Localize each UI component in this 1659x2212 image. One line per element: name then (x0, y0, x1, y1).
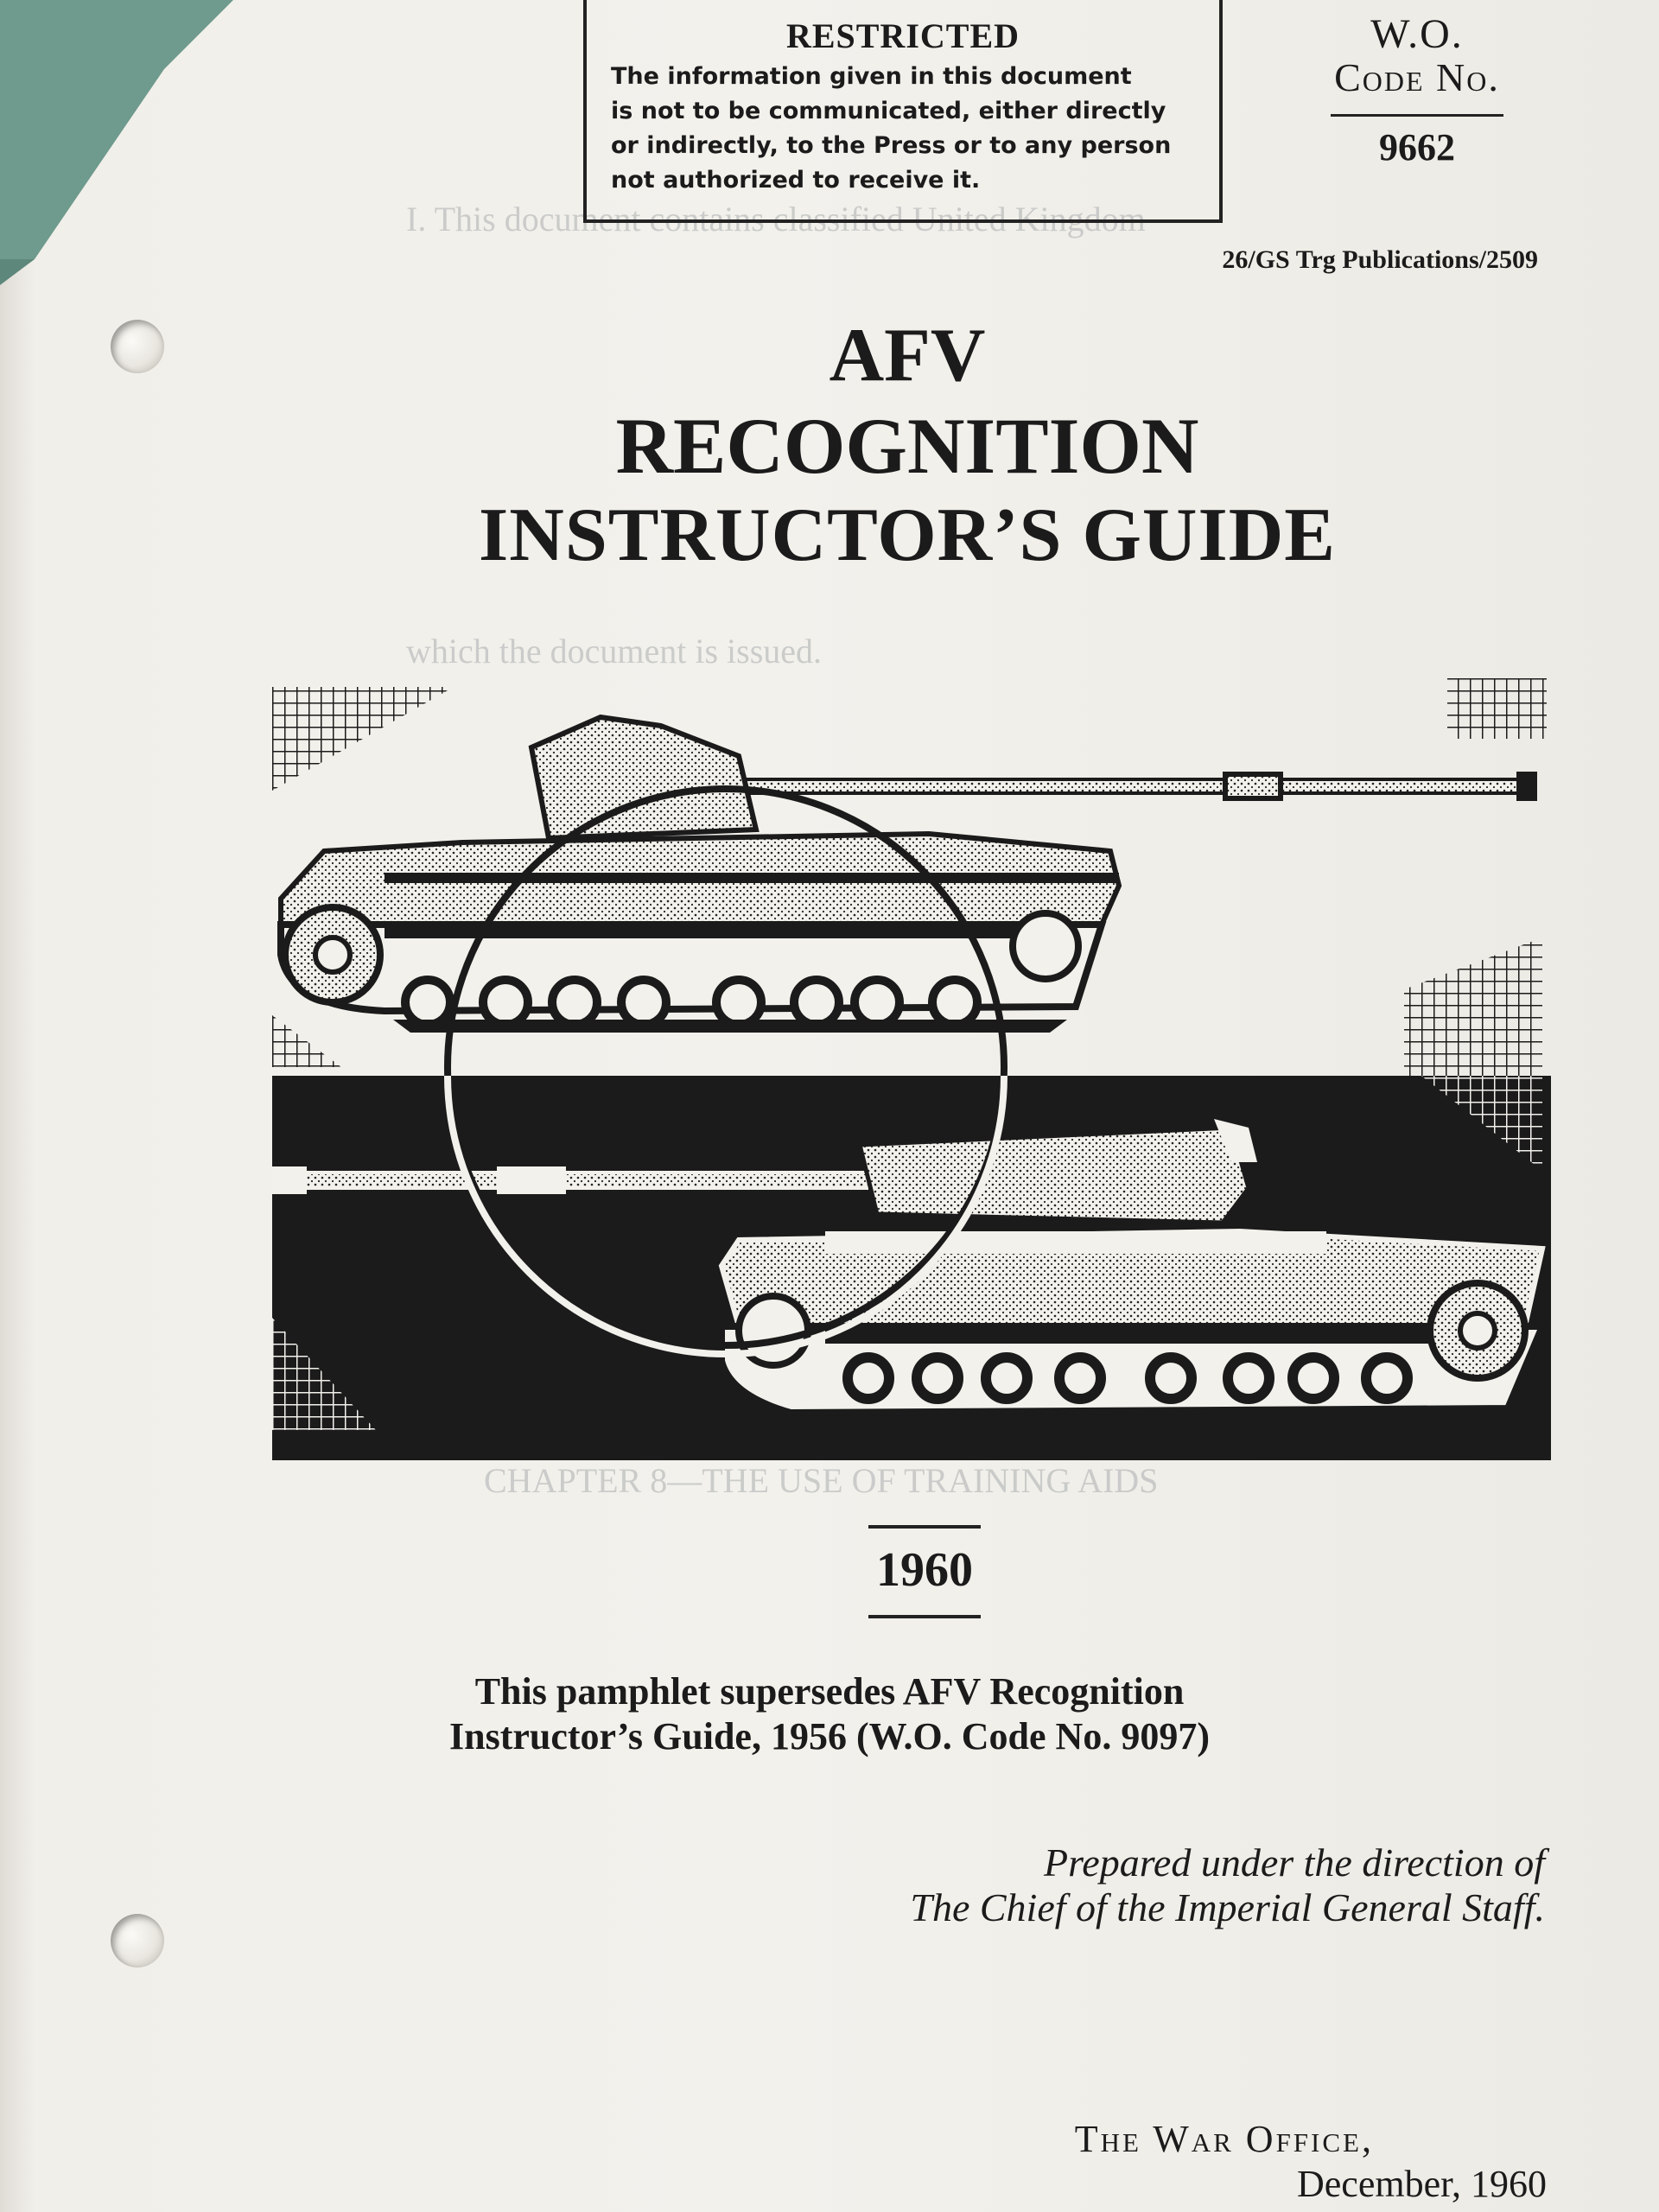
divider (868, 1615, 981, 1618)
document-title (346, 311, 1469, 581)
title-line-1: AFV (829, 314, 986, 397)
publication-reference: 26/GS Trg Publications/2509 (1222, 245, 1538, 274)
year-block (830, 1525, 1020, 1618)
restricted-notice (583, 0, 1223, 223)
divider (1331, 114, 1503, 117)
punch-hole (111, 320, 164, 373)
issuer-block (864, 2117, 1547, 2207)
restricted-title: RESTRICTED (785, 16, 1020, 55)
divider (868, 1525, 981, 1529)
punch-hole (111, 1914, 164, 1967)
folder-corner (0, 0, 259, 294)
publication-year: 1960 (876, 1543, 973, 1597)
wo-code-number: 9662 (1379, 126, 1455, 168)
document-page: I. This document contains classified United Kingdom which the document is issued. CHAPTER 8—THE USE OF TRAINING AIDS RESTRICTED The information given in this document is not to be communicated, either directly or indirectly, to the Press or to any person not authorized to receive it. W.O. Code No. 9662 26/GS Trg Publications/2509 AFV RECOGNITION INSTRUCTOR’S GUIDE 1960 This pamphlet supersedes AFV Recognition Instructor’s Guide, 1956 (W.O. Code No. 9097) Prepared under the direction of The Chief of the Imperial General Staff. The War Office, December, 1960 (0, 0, 1659, 2212)
issuer-name: The War Office, (1074, 2118, 1374, 2160)
issue-date: December, 1960 (1296, 2163, 1547, 2205)
prepared-by-note: Prepared under the direction of The Chief of the Imperial General Staff. (910, 1840, 1545, 1929)
tank-illustration-icon (272, 678, 1551, 1460)
title-line-2: RECOGNITION (615, 402, 1199, 490)
supersedes-note: This pamphlet supersedes AFV Recognition Instructor’s Guide, 1956 (W.O. Code No. 9097) (449, 1670, 1210, 1758)
title-line-3: INSTRUCTOR’S GUIDE (479, 493, 1336, 577)
wo-code-block (1313, 10, 1521, 169)
code-no-label: Code No. (1334, 55, 1500, 99)
wo-label: W.O. (1370, 11, 1464, 57)
restricted-text: The information given in this document is not to be communicated, either directly or indirectly, to the Press or to any person not authorized to receive it. (611, 63, 1172, 194)
